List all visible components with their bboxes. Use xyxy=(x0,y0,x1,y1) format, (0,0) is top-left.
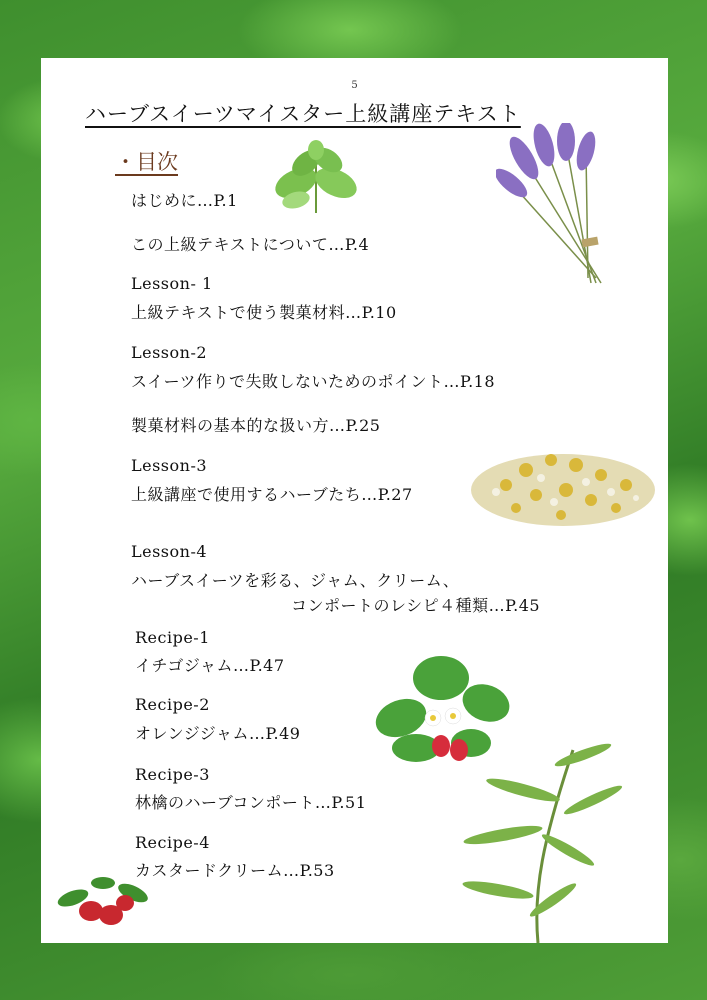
recipe-2-title: オレンジジャム…P.49 xyxy=(135,724,301,743)
recipe-1-label: Recipe-1 xyxy=(135,628,210,647)
toc-entry-about: この上級テキストについて…P.4 xyxy=(131,235,370,254)
recipe-2-label: Recipe-2 xyxy=(135,695,210,714)
toc-lesson-2-title: スイーツ作りで失敗しないためのポイント…P.18 xyxy=(131,372,496,391)
toc-lesson-3-label: Lesson-3 xyxy=(131,456,208,475)
mint-icon xyxy=(266,138,366,218)
recipe-1-title: イチゴジャム…P.47 xyxy=(135,656,285,675)
toc-entry-intro: はじめに…P.1 xyxy=(131,191,238,210)
lemon-verbena-icon xyxy=(453,740,623,943)
toc-lesson-4-label: Lesson-4 xyxy=(131,542,208,561)
toc-lesson-4-title: ハーブスイーツを彩る、ジャム、クリーム、 xyxy=(131,571,460,590)
document-title: ハーブスイーツマイスター上級講座テキスト xyxy=(85,102,521,126)
rosehip-icon xyxy=(53,873,153,933)
document-page xyxy=(41,58,668,943)
toc-lesson-1-label: Lesson- 1 xyxy=(131,274,213,293)
recipe-3-label: Recipe-3 xyxy=(135,765,210,784)
toc-lesson-2-label: Lesson-2 xyxy=(131,343,208,362)
toc-lesson-4-title-cont: コンポートのレシピ４種類…P.45 xyxy=(291,596,541,615)
toc-lesson-1-title: 上級テキストで使う製菓材料…P.10 xyxy=(131,303,397,322)
chamomile-icon xyxy=(466,430,661,535)
recipe-3-title: 林檎のハーブコンポート…P.51 xyxy=(135,793,367,812)
page-number: 5 xyxy=(351,80,358,91)
toc-heading: ・目次 xyxy=(115,150,178,174)
toc-lesson-3-title: 上級講座で使用するハーブたち…P.27 xyxy=(131,485,413,504)
lavender-icon xyxy=(496,123,626,288)
recipe-4-title: カスタードクリーム…P.53 xyxy=(135,861,335,880)
recipe-4-label: Recipe-4 xyxy=(135,833,210,852)
toc-entry-handling: 製菓材料の基本的な扱い方…P.25 xyxy=(131,416,381,435)
